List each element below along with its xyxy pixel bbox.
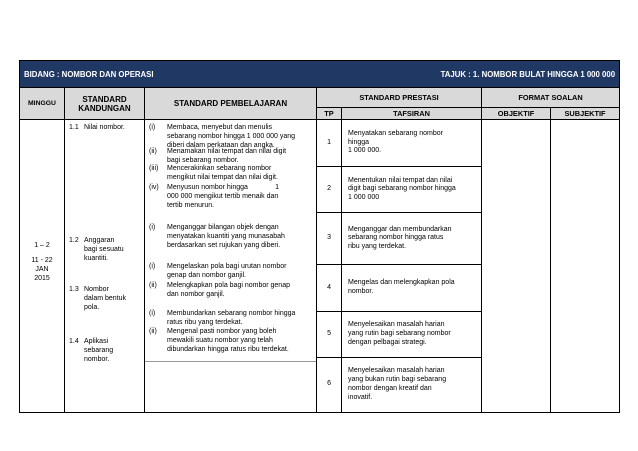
sp-num: (i) — [149, 224, 156, 231]
sk-text — [84, 124, 142, 133]
sp-line: Menganggar bilangan objek dengan — [167, 224, 279, 231]
sp-text — [167, 310, 314, 328]
sp-text — [167, 148, 314, 166]
sp-line: tertib menurun. — [167, 201, 215, 209]
tp-cell: 1 — [317, 120, 342, 167]
tafsiran-line: Menyelesaikan masalah harian — [348, 321, 445, 328]
tp-cell: 5 — [317, 311, 342, 357]
header-standard-prestasi: STANDARD PRESTASI — [317, 88, 482, 108]
subjektif-cell — [551, 120, 620, 413]
sp-num: (iii) — [149, 165, 159, 172]
sp-line: sebarang nombor hingga 1 000 000 yang — [167, 132, 296, 140]
header-row-1 — [20, 88, 620, 108]
tafsiran-line: nombor dengan kreatif dan — [348, 384, 432, 392]
sp-line: diberi dalam perkataan dan angka. — [167, 141, 275, 149]
tafsiran-line: Menganggar dan membundarkan — [348, 225, 452, 233]
tafsiran-line: yang bukan rutin bagi sebarang — [348, 376, 447, 384]
tafsiran-cell — [342, 120, 482, 167]
sk-line: Aplikasi — [84, 338, 109, 345]
sp-line: Mengelaskan pola bagi urutan nombor — [167, 263, 287, 270]
header-sk-line: STANDARD — [82, 94, 127, 104]
tafsiran-line: digit bagi sebarang nombor hingga — [348, 185, 456, 193]
sp-text — [167, 328, 314, 354]
tafsiran-cell — [342, 213, 482, 265]
table-row — [20, 120, 620, 167]
sp-num: (i) — [149, 310, 156, 317]
header-tafsiran: TAFSIRAN — [342, 108, 482, 120]
sk-line: Nombor — [84, 286, 109, 293]
sp-line: ratus ribu yang terdekat. — [167, 318, 243, 326]
sp-num: (ii) — [149, 328, 157, 335]
header-format-soalan: FORMAT SOALAN — [482, 88, 620, 108]
header-subjektif: SUBJEKTIF — [551, 108, 620, 120]
tafsiran-cell — [342, 357, 482, 412]
header-standard-kandungan — [65, 88, 145, 120]
sp-text — [167, 263, 314, 281]
sp-line: Menamakan nilai tempat dan nilai digit — [167, 148, 287, 155]
sp-line: Mengenal pasti nombor yang boleh — [167, 328, 277, 335]
tp-cell: 6 — [317, 357, 342, 412]
sk-line: sebarang — [84, 346, 114, 354]
tafsiran-line: dengan pelbagai strategi. — [348, 338, 427, 346]
sk-line: nombor. — [84, 355, 110, 363]
sp-num: (i) — [149, 263, 156, 270]
sp-line: mewakili suatu nombor yang telah — [167, 336, 273, 344]
sp-text — [167, 282, 314, 300]
sp-line: Mencerakinkan sebarang nombor — [167, 165, 272, 172]
tafsiran-line: 1 000 000. — [348, 147, 382, 155]
tafsiran-cell — [342, 167, 482, 213]
sk-num: 1.1 — [69, 124, 79, 131]
rpt-document — [19, 60, 619, 412]
tafsiran-line: nombor. — [348, 288, 374, 296]
header-standard-pembelajaran: STANDARD PEMBELAJARAN — [145, 88, 317, 120]
objektif-cell — [482, 120, 551, 413]
minggu-range: 1 – 2 — [34, 242, 50, 250]
tafsiran-line: Mengelas dan melengkapkan pola — [348, 279, 455, 287]
banner-row — [20, 61, 620, 88]
tafsiran-line: inovatif. — [348, 393, 373, 401]
sp-text — [167, 124, 314, 150]
header-tp: TP — [317, 108, 342, 120]
header-minggu: MINGGU — [20, 88, 65, 120]
sp-divider — [145, 361, 316, 362]
sk-line: pola. — [84, 303, 100, 311]
tafsiran-line: Menyatakan sebarang nombor — [348, 129, 443, 137]
tafsiran-cell — [342, 311, 482, 357]
sp-line: berdasarkan set rujukan yang diberi. — [167, 241, 281, 249]
tafsiran-line: Menyelesaikan masalah harian — [348, 367, 445, 375]
sp-line: Menyusun nombor hingga 1 — [167, 184, 280, 191]
sp-num: (ii) — [149, 282, 157, 289]
tafsiran-line: 1 000 000 — [348, 194, 380, 202]
sk-text — [84, 237, 142, 263]
sk-text — [84, 338, 142, 364]
tafsiran-line: hingga — [348, 138, 370, 146]
tafsiran-cell — [342, 265, 482, 311]
tafsiran-line: ribu yang terdekat. — [348, 243, 406, 251]
sp-line: mengikut nilai tempat dan nilai digit. — [167, 173, 278, 181]
minggu-dates: 11 - 22 — [31, 257, 53, 265]
sk-line: bagi sesuatu — [84, 245, 124, 253]
tafsiran-line: sebarang nombor hingga ratus — [348, 234, 444, 242]
sk-line: Nilai nombor. — [84, 124, 125, 131]
sk-num: 1.2 — [69, 237, 79, 244]
tajuk-title: TAJUK : 1. NOMBOR BULAT HINGGA 1 000 000 — [317, 61, 620, 88]
sp-text — [167, 184, 314, 210]
rpt-table — [19, 60, 620, 413]
sp-line: dan nombor ganjil. — [167, 290, 225, 298]
sp-line: menyatakan kuantiti yang munasabah — [167, 232, 285, 240]
bidang-title: BIDANG : NOMBOR DAN OPERASI — [20, 61, 317, 88]
sp-num: (ii) — [149, 148, 157, 155]
sk-num: 1.4 — [69, 338, 79, 345]
sp-num: (iv) — [149, 184, 159, 191]
sp-text — [167, 224, 314, 250]
tp-cell: 2 — [317, 167, 342, 213]
sk-text — [84, 286, 142, 312]
tp-cell: 3 — [317, 213, 342, 265]
sk-line: kuantiti. — [84, 254, 109, 262]
sp-line: Melengkapkan pola bagi nombor genap — [167, 282, 290, 289]
sp-line: bagi sebarang nombor. — [167, 156, 239, 164]
sp-num: (i) — [149, 124, 156, 131]
minggu-cell — [20, 120, 65, 413]
minggu-year: 2015 — [34, 274, 50, 282]
sp-line: 000 000 mengikut tertib menaik dan — [167, 192, 279, 200]
tafsiran-line: yang rutin bagi sebarang nombor — [348, 329, 451, 337]
sp-line: Membundarkan sebarang nombor hingga — [167, 310, 296, 317]
header-objektif: OBJEKTIF — [482, 108, 551, 120]
sk-line: Anggaran — [84, 237, 115, 244]
sp-line: dibundarkan hingga ratus ribu terdekat. — [167, 345, 289, 353]
minggu-month: JAN — [35, 266, 49, 273]
tp-cell: 4 — [317, 265, 342, 311]
tafsiran-line: Menentukan nilai tempat dan nilai — [348, 176, 453, 184]
standard-kandungan-cell — [65, 120, 145, 413]
sk-line: dalam bentuk — [84, 294, 127, 302]
sp-line: Membaca, menyebut dan menulis — [167, 124, 273, 131]
header-sk-line: KANDUNGAN — [78, 103, 131, 113]
sk-num: 1.3 — [69, 286, 79, 293]
sp-text — [167, 165, 314, 183]
standard-pembelajaran-cell — [145, 120, 317, 413]
sp-line: genap dan nombor ganjil. — [167, 271, 247, 279]
